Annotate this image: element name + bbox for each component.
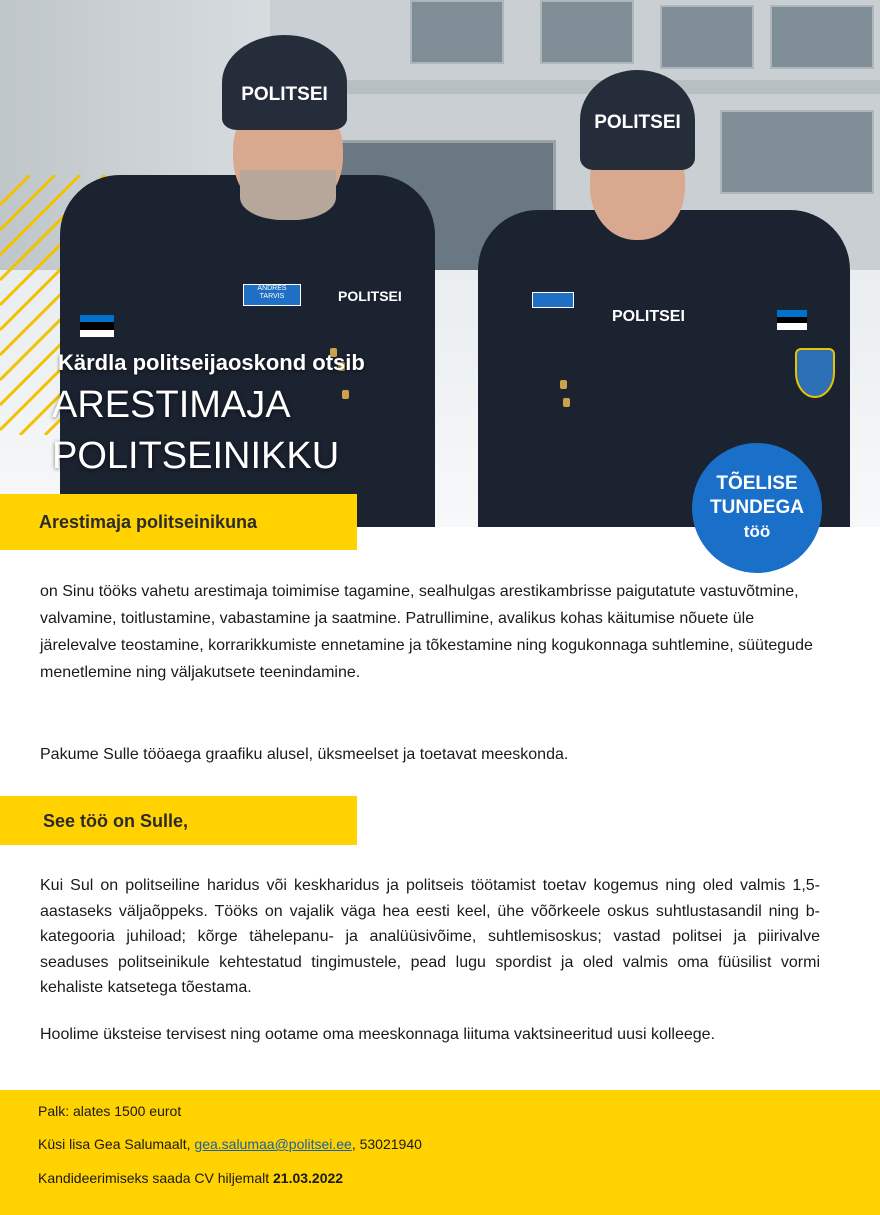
police-hat xyxy=(580,70,695,170)
job-description: on Sinu tööks vahetu arestimaja toimimise tagamine, sealhulgas arestikambrisse paigutatute vastuvõtmine, valvamine, toitlustamine, vabastamine ja saatmine. Patrullimine, avalikus kohas käitumise nõuete üle järelevalve teostamine, korrarikkumiste ennetamine ja tõkestamine ning kogukonnaga suhtlemine, süütegude menetlemine ning väljakutsete teenindamine. xyxy=(40,583,813,681)
police-hat xyxy=(222,35,347,130)
contact-email-link[interactable]: gea.salumaa@politsei.ee xyxy=(194,1136,352,1152)
badge-line2: TUNDEGA xyxy=(710,497,804,518)
deadline-date: 21.03.2022 xyxy=(273,1170,344,1186)
deadline-prefix: Kandideerimiseks saada CV hiljemalt xyxy=(38,1170,273,1186)
deadline-line xyxy=(38,1170,343,1186)
estonia-flag-icon xyxy=(777,310,807,330)
name-badge-line1: ANDRES xyxy=(257,285,287,292)
offer-text: Pakume Sulle tööaega graafiku alusel, üksmeelset ja toetavat meeskonda. xyxy=(40,746,569,763)
chest-label: POLITSEI xyxy=(612,308,685,325)
rank-star-icon xyxy=(560,380,567,389)
police-emblem-icon xyxy=(795,348,835,398)
officer-beard xyxy=(240,170,336,220)
contact-phone: , 53021940 xyxy=(351,1136,422,1152)
contact-prefix: Küsi lisa Gea Salumaalt, xyxy=(38,1136,195,1152)
section-heading: See töö on Sulle, xyxy=(43,811,189,831)
name-badge-line2: TARVIS xyxy=(259,293,285,300)
window xyxy=(410,0,504,64)
section-heading-bar xyxy=(0,796,357,845)
name-badge xyxy=(243,284,301,306)
toelise-tundega-badge xyxy=(692,443,822,573)
rank-star-icon xyxy=(342,390,349,399)
hat-label: POLITSEI xyxy=(594,112,681,133)
window xyxy=(720,110,874,194)
hero-subtitle: Kärdla politseijaoskond otsib xyxy=(58,350,365,375)
hero-title xyxy=(52,380,339,482)
rank-star-icon xyxy=(563,398,570,407)
section-heading-bar xyxy=(0,494,357,550)
vaccination-text: Hoolime üksteise tervisest ning ootame oma meeskonnaga liituma vaktsineeritud uusi kolleege. xyxy=(40,1026,716,1043)
badge-line1: TÕELISE xyxy=(716,473,798,494)
footer-info-box xyxy=(0,1090,880,1215)
name-badge xyxy=(532,292,574,308)
contact-line xyxy=(38,1136,422,1152)
salary-text: Palk: alates 1500 eurot xyxy=(38,1103,182,1119)
estonia-flag-icon xyxy=(80,315,114,337)
section-heading: Arestimaja politseinikuna xyxy=(39,512,258,532)
requirements-text: Kui Sul on politseiline haridus või keskharidus ja politseis töötamist toetav kogemus ning oled valmis 1,5-aastaseks väljaõppeks. Tööks on vajalik väga hea eesti keel, ühe võõrkeele oskus suhtlustasandil ning b-kategooria juhiload; kõrge tähelepanu- ja analüüsivõime, suhtlemisoskus; vastad politsei ja piirivalve seaduses politseinikule kehtestatud tingimustele, pead lugu spordist ja oled valmis oma füüsilist vormi kehaliste katsetega tõestama. xyxy=(40,877,820,996)
chest-label: POLITSEI xyxy=(338,288,402,304)
badge-line3: töö xyxy=(743,522,771,541)
hat-label: POLITSEI xyxy=(241,84,328,105)
hero-title-line2: POLITSEINIKKU xyxy=(52,435,340,477)
window xyxy=(770,5,874,69)
window xyxy=(540,0,634,64)
hero-title-line1: ARESTIMAJA xyxy=(52,384,291,426)
facade-band xyxy=(270,80,880,94)
window xyxy=(660,5,754,69)
